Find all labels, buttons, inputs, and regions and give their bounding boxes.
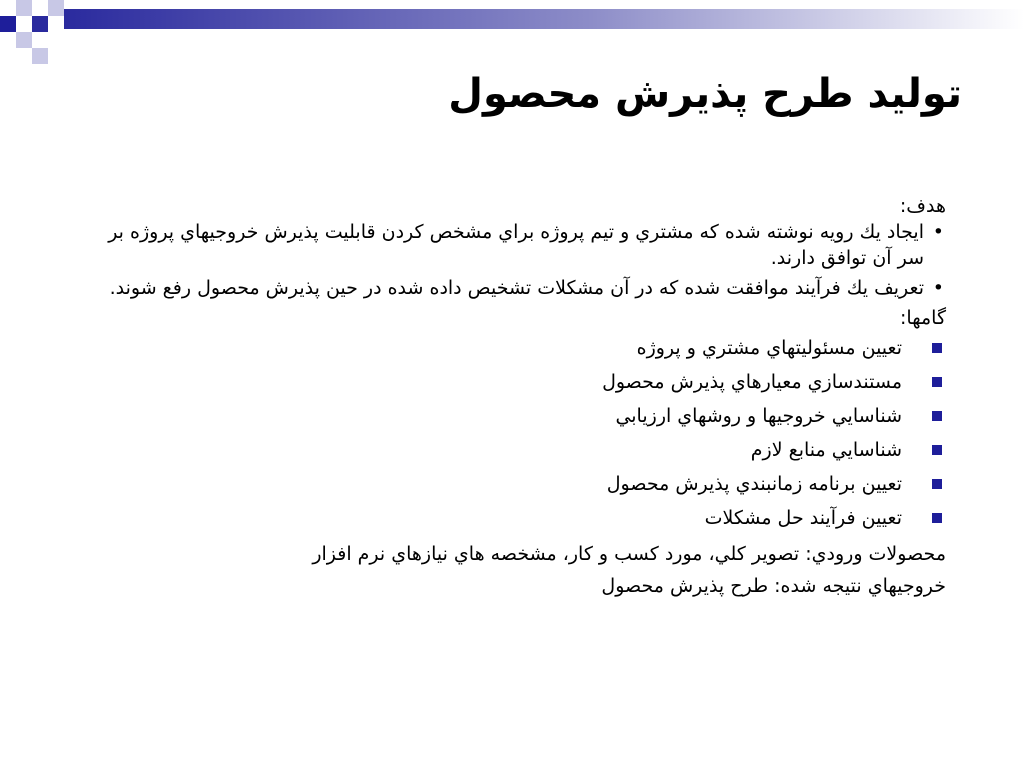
header-decoration [0, 0, 1024, 64]
goal-item [76, 219, 946, 271]
step-text: تعيين فرآيند حل مشكلات [704, 507, 902, 529]
step-text: شناسايي خروجيها و روشهاي ارزيابي [615, 405, 902, 427]
step-item [76, 399, 946, 433]
step-text: تعيين مسئوليتهاي مشتري و پروژه [636, 337, 902, 359]
goal-item-text: ايجاد يك رويه نوشته شده كه مشتري و تيم پروژه براي مشخص كردن قابليت پذيرش خروجيهاي پروژه بر سر آن توافق دارند. [108, 221, 924, 269]
square-bullet-icon [932, 513, 942, 523]
goal-label: هدف: [899, 195, 946, 217]
step-item [76, 467, 946, 501]
step-text: تعيين برنامه زمانبندي پذيرش محصول [606, 473, 902, 495]
square-bullet-icon [932, 343, 942, 353]
slide-title: توليد طرح پذيرش محصول [448, 71, 962, 117]
step-item [76, 433, 946, 467]
outputs-text: خروجيهاي نتيجه شده: طرح پذيرش محصول [601, 575, 946, 597]
square-bullet-icon [932, 445, 942, 455]
step-text: شناسايي منابع لازم [750, 439, 902, 461]
goal-item [76, 275, 946, 301]
goal-item-text: تعريف يك فرآيند موافقت شده كه در آن مشكلات تشخيص داده شده در حين پذيرش محصول رفع شوند. [109, 277, 924, 299]
step-item [76, 331, 946, 365]
steps-label: گامها: [900, 307, 946, 329]
square-bullet-icon [932, 479, 942, 489]
square-bullet-icon [932, 377, 942, 387]
step-item [76, 365, 946, 399]
slide-body [76, 193, 946, 599]
bullet-dot-icon: • [932, 277, 944, 299]
inputs-text: محصولات ورودي: تصوير كلي، مورد كسب و كار، مشخصه هاي نيازهاي نرم افزار [312, 543, 946, 565]
step-item [76, 501, 946, 535]
square-bullet-icon [932, 411, 942, 421]
step-text: مستندسازي معيارهاي پذيرش محصول [602, 371, 902, 393]
bullet-dot-icon: • [932, 221, 944, 243]
